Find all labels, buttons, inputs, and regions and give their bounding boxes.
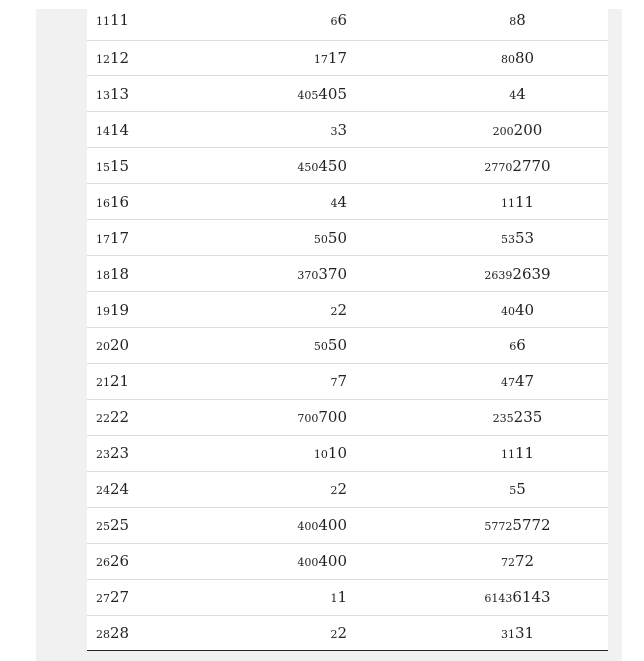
table-row [87,220,608,256]
value-b-cell-small-text: 200 [492,124,514,138]
value-a-cell [217,399,347,435]
value-b-cell [347,615,608,651]
row-id-cell [87,615,217,651]
value-a-cell-small-text: 400 [297,556,319,570]
value-a-cell-small-text: 400 [297,520,319,534]
value-b-cell-small-text: 80 [500,52,515,66]
value-a-cell-small-text: 2 [330,484,338,498]
value-b-cell [347,184,608,220]
row-id-cell-text: 22 [110,408,130,427]
value-a-cell-text: 7 [337,372,347,391]
value-b-cell-small-text: 53 [500,232,515,246]
value-a-cell-text: 3 [337,120,347,139]
value-a-cell [217,256,347,292]
value-b-cell [347,471,608,507]
value-a-cell [217,615,347,651]
value-b-cell-small-text: 31 [500,627,515,641]
value-b-cell-small-text: 6143 [484,592,513,606]
row-id-cell-small-text: 27 [96,592,110,606]
row-id-cell-text: 26 [110,552,130,571]
value-a-cell-text: 10 [327,444,347,463]
value-a-cell-small-text: 6 [330,14,338,28]
value-a-cell-text: 17 [327,48,347,67]
value-b-cell [347,112,608,148]
value-a-cell-text: 370 [318,264,347,283]
row-id-cell-small-text: 21 [96,376,110,390]
table-row [87,184,608,220]
row-id-cell [87,328,217,364]
value-b-cell-small-text: 11 [500,448,515,462]
value-b-cell-text: 200 [513,120,543,139]
table-row [87,363,608,399]
table-row [87,507,608,543]
value-b-cell-text: 5 [516,480,526,499]
row-id-cell [87,363,217,399]
row-id-cell-text: 24 [110,480,130,499]
row-id-cell-text: 15 [110,156,130,175]
row-id-cell-text: 21 [110,372,130,391]
row-id-cell-small-text: 26 [96,556,110,570]
table-row [87,471,608,507]
value-b-cell-text: 53 [514,228,535,247]
value-a-cell-text: 1 [337,588,347,607]
row-id-cell-text: 25 [110,516,130,535]
value-a-cell-text: 4 [337,192,347,211]
value-a-cell [217,0,347,40]
row-id-cell-small-text: 16 [96,196,110,210]
value-b-cell-small-text: 4 [509,88,517,102]
value-a-cell-text: 450 [318,156,347,175]
value-a-cell-small-text: 50 [313,340,328,354]
value-b-cell-small-text: 235 [492,412,514,426]
table-row [87,292,608,328]
row-id-cell-text: 17 [110,228,130,247]
value-b-cell [347,220,608,256]
row-id-cell-small-text: 24 [96,484,110,498]
value-b-cell [347,328,608,364]
value-a-cell [217,507,347,543]
value-a-cell-small-text: 4 [330,196,338,210]
table-row [87,579,608,615]
value-a-cell [217,328,347,364]
value-a-cell [217,184,347,220]
row-id-cell-text: 20 [110,336,130,355]
value-a-cell-text: 50 [327,336,347,355]
table-row [87,399,608,435]
value-b-cell [347,399,608,435]
value-a-cell-small-text: 700 [297,412,319,426]
value-b-cell-small-text: 5 [509,484,517,498]
row-id-cell-text: 18 [110,264,130,283]
value-a-cell [217,112,347,148]
row-id-cell [87,184,217,220]
table-row [87,40,608,76]
row-id-cell [87,543,217,579]
table-row [87,615,608,651]
data-table-container [87,0,608,651]
value-a-cell-small-text: 405 [297,88,319,102]
row-id-cell [87,507,217,543]
value-a-cell [217,471,347,507]
row-id-cell-small-text: 22 [96,412,110,426]
value-b-cell [347,435,608,471]
value-b-cell-text: 5772 [512,516,551,535]
value-a-cell-small-text: 3 [330,124,338,138]
row-id-cell-small-text: 28 [96,627,110,641]
row-id-cell [87,256,217,292]
value-a-cell-text: 400 [318,516,347,535]
value-a-cell [217,76,347,112]
row-id-cell-small-text: 25 [96,520,110,534]
value-a-cell-small-text: 370 [297,268,319,282]
value-b-cell-text: 40 [514,300,535,319]
value-b-cell-text: 11 [514,444,535,463]
value-a-cell-small-text: 450 [297,160,319,174]
value-a-cell [217,543,347,579]
value-b-cell-text: 6143 [512,588,551,607]
row-id-cell-small-text: 23 [96,448,110,462]
value-b-cell-text: 8 [516,10,526,29]
value-b-cell [347,40,608,76]
value-a-cell-text: 400 [318,552,347,571]
value-b-cell-text: 6 [516,336,526,355]
row-id-cell-text: 16 [110,192,130,211]
row-id-cell [87,471,217,507]
row-id-cell-text: 12 [110,48,130,67]
value-a-cell [217,579,347,615]
value-b-cell-small-text: 8 [509,14,517,28]
row-id-cell-text: 28 [110,623,130,642]
value-b-cell-text: 11 [514,192,535,211]
row-id-cell-text: 14 [110,120,130,139]
value-a-cell-small-text: 7 [330,376,338,390]
value-a-cell [217,292,347,328]
value-b-cell [347,292,608,328]
value-b-cell-text: 235 [513,408,543,427]
value-b-cell-text: 80 [514,48,535,67]
value-a-cell-text: 6 [337,10,347,29]
value-b-cell-text: 47 [514,372,535,391]
value-b-cell [347,363,608,399]
value-a-cell [217,220,347,256]
value-a-cell-small-text: 2 [330,304,338,318]
row-id-cell-text: 11 [110,10,130,29]
value-b-cell-small-text: 40 [500,304,515,318]
value-b-cell-text: 72 [514,552,535,571]
value-a-cell-small-text: 2 [330,627,338,641]
value-b-cell-text: 2639 [512,264,551,283]
value-b-cell [347,507,608,543]
value-b-cell [347,148,608,184]
value-b-cell [347,579,608,615]
row-id-cell-text: 23 [110,444,130,463]
row-id-cell [87,399,217,435]
table-row [87,435,608,471]
value-b-cell-text: 4 [516,84,526,103]
row-id-cell [87,112,217,148]
row-id-cell-small-text: 11 [96,14,110,28]
value-b-cell [347,256,608,292]
value-b-cell-text: 2770 [512,156,551,175]
value-a-cell-small-text: 50 [313,232,328,246]
value-b-cell-small-text: 5772 [484,520,513,534]
data-table [87,0,608,651]
row-id-cell-text: 27 [110,588,130,607]
table-row [87,543,608,579]
row-id-cell [87,40,217,76]
value-b-cell-small-text: 2770 [484,160,513,174]
table-body [87,0,608,651]
row-id-cell [87,76,217,112]
row-id-cell-small-text: 17 [96,232,110,246]
value-b-cell [347,76,608,112]
value-a-cell [217,363,347,399]
row-id-cell-text: 13 [110,84,130,103]
row-id-cell-small-text: 15 [96,160,110,174]
table-row [87,328,608,364]
table-row [87,148,608,184]
value-b-cell-small-text: 2639 [484,268,513,282]
value-a-cell-text: 2 [337,480,347,499]
row-id-cell-small-text: 13 [96,88,110,102]
value-a-cell [217,148,347,184]
value-b-cell-small-text: 6 [509,340,517,354]
row-id-cell-small-text: 18 [96,268,110,282]
value-b-cell-text: 31 [514,623,535,642]
table-row [87,0,608,40]
row-id-cell-text: 19 [110,300,130,319]
value-a-cell-small-text: 17 [313,52,328,66]
value-b-cell [347,543,608,579]
value-b-cell-small-text: 47 [500,376,515,390]
row-id-cell [87,148,217,184]
value-b-cell [347,0,608,40]
value-b-cell-small-text: 72 [500,556,515,570]
value-a-cell-text: 700 [318,408,347,427]
table-row [87,76,608,112]
row-id-cell [87,292,217,328]
table-row [87,256,608,292]
row-id-cell-small-text: 20 [96,340,110,354]
row-id-cell-small-text: 12 [96,52,110,66]
row-id-cell [87,0,217,40]
value-a-cell-text: 405 [318,84,347,103]
value-a-cell [217,40,347,76]
row-id-cell [87,220,217,256]
value-a-cell-text: 50 [327,228,347,247]
row-id-cell [87,579,217,615]
value-a-cell-text: 2 [337,300,347,319]
value-a-cell-text: 2 [337,623,347,642]
row-id-cell [87,435,217,471]
table-row [87,112,608,148]
value-b-cell-small-text: 11 [500,196,515,210]
value-a-cell [217,435,347,471]
value-a-cell-small-text: 1 [330,592,338,606]
row-id-cell-small-text: 14 [96,124,110,138]
value-a-cell-small-text: 10 [313,448,328,462]
row-id-cell-small-text: 19 [96,304,110,318]
